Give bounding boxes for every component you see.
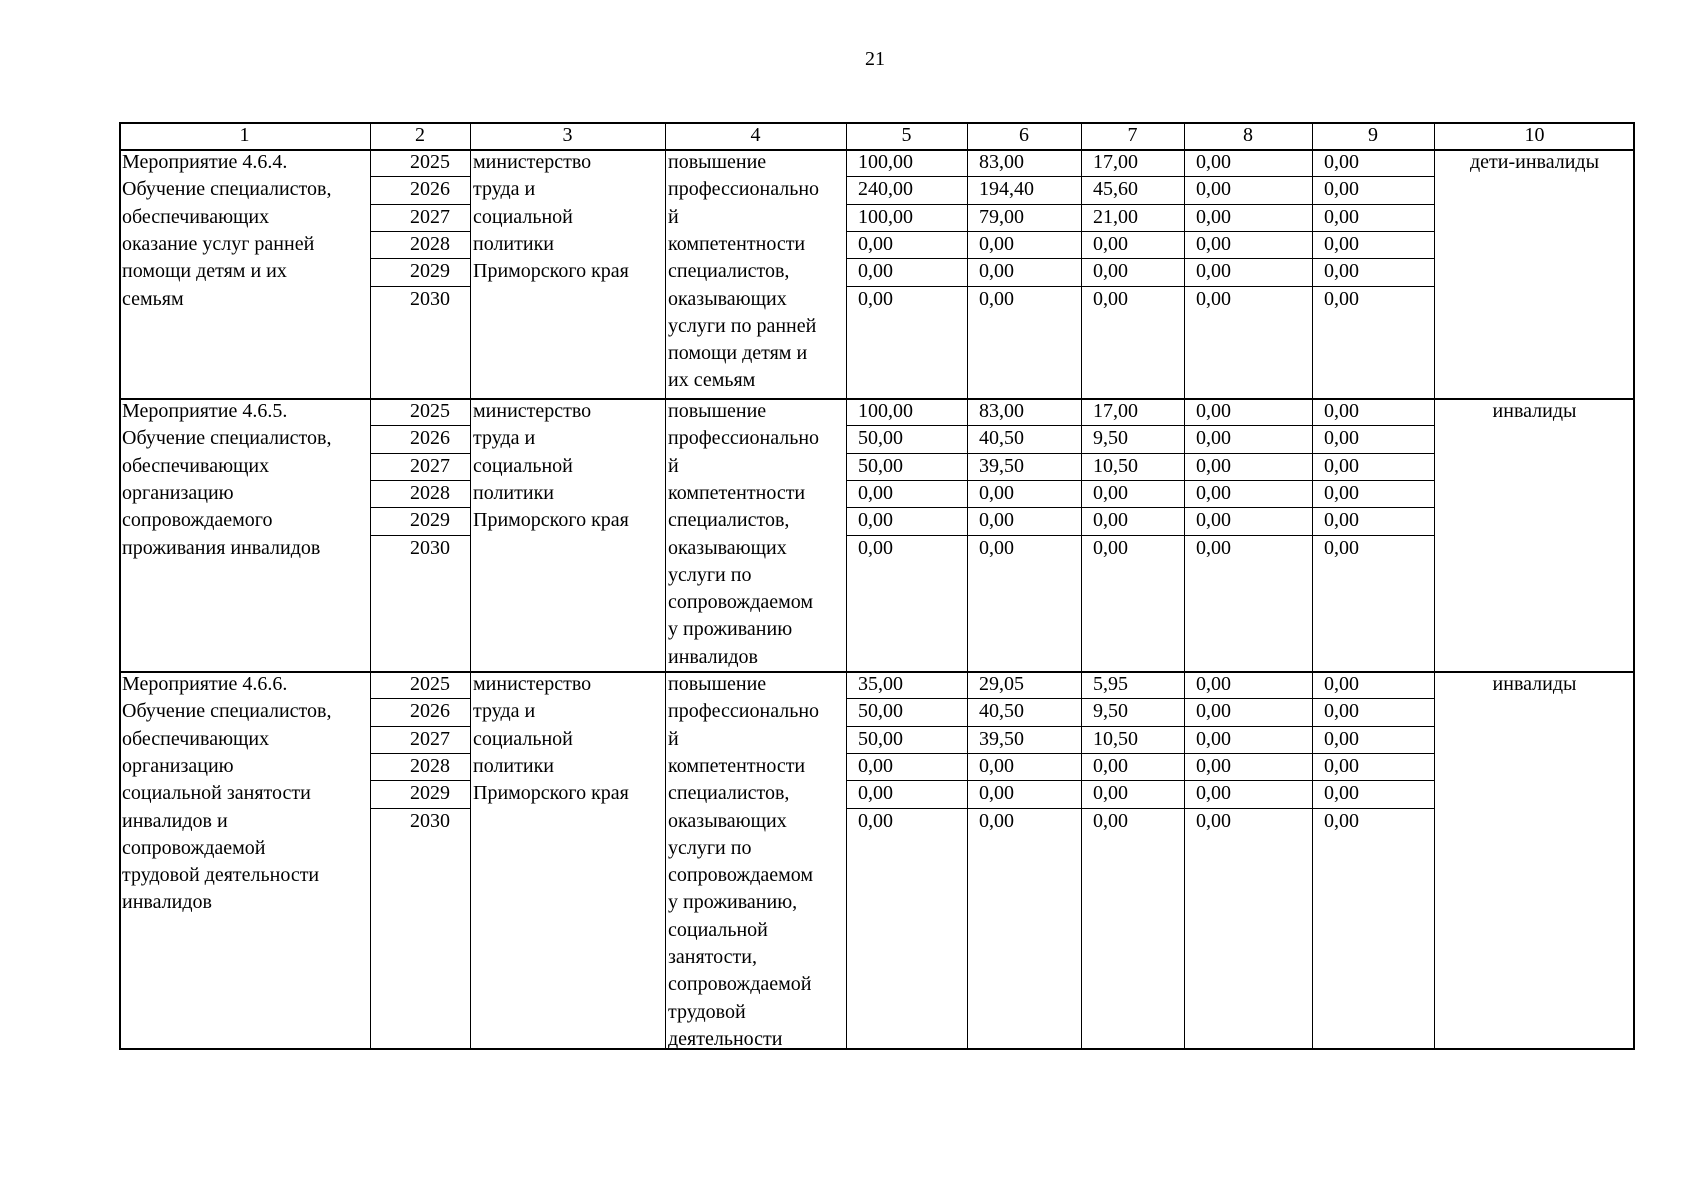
executor-line: политики [473, 232, 554, 255]
value-cell: 0,00 [1196, 673, 1231, 695]
value-cell: 0,00 [1093, 754, 1128, 777]
value-cell: 0,00 [1093, 232, 1128, 255]
result-line: услуги по [668, 836, 752, 859]
value-cell: 0,00 [979, 287, 1014, 310]
year-cell: 2026 [410, 700, 450, 723]
measure-title-line: Обучение специалистов, [122, 178, 332, 201]
result-line: сопровождаемом [668, 591, 814, 614]
value-cell: 0,00 [1093, 809, 1128, 832]
column-header: 4 [750, 124, 761, 146]
result-line: компетентности [668, 481, 806, 504]
value-cell: 0,00 [1196, 232, 1231, 255]
value-cell: 0,00 [1324, 400, 1359, 422]
column-header: 3 [562, 124, 573, 146]
measure-title-line: проживания инвалидов [122, 536, 321, 559]
result-line: помощи детям и [668, 342, 808, 365]
value-cell: 50,00 [858, 700, 903, 723]
value-cell: 0,00 [1196, 782, 1231, 805]
value-cell: 39,50 [979, 727, 1024, 750]
measure-title-line: помощи детям и их [122, 260, 287, 283]
measure-title-line: оказание услуг ранней [122, 232, 315, 255]
value-cell: 0,00 [1093, 481, 1128, 504]
value-cell: 0,00 [979, 782, 1014, 805]
value-cell: 40,50 [979, 700, 1024, 723]
result-line: у проживанию [668, 618, 793, 641]
value-cell: 0,00 [858, 232, 893, 255]
column-divider [470, 122, 471, 1050]
value-cell: 0,00 [979, 809, 1014, 832]
value-cell: 0,00 [1324, 151, 1359, 173]
value-cell: 194,40 [979, 178, 1034, 201]
value-cell: 0,00 [1324, 727, 1359, 750]
value-cell: 0,00 [979, 509, 1014, 532]
executor-line: труда и [473, 427, 536, 450]
value-cell: 0,00 [858, 754, 893, 777]
value-cell: 0,00 [1196, 481, 1231, 504]
year-cell: 2026 [410, 178, 450, 201]
value-cell: 0,00 [979, 536, 1014, 559]
column-divider [1434, 122, 1435, 1050]
value-cell: 0,00 [1196, 454, 1231, 477]
executor-line: Приморского края [473, 260, 629, 283]
measure-title-line: организацию [122, 754, 234, 777]
year-cell: 2025 [410, 673, 450, 695]
value-cell: 0,00 [979, 481, 1014, 504]
column-divider [846, 122, 847, 1050]
measure-title-line: семьям [122, 287, 184, 310]
value-cell: 0,00 [1093, 782, 1128, 805]
column-divider [1081, 122, 1082, 1050]
year-cell: 2029 [410, 260, 450, 283]
value-cell: 83,00 [979, 400, 1024, 422]
value-cell: 0,00 [1196, 400, 1231, 422]
measure-title-line: Мероприятие 4.6.4. [122, 151, 288, 173]
value-cell: 0,00 [1324, 287, 1359, 310]
table-bottom-border [119, 1048, 1635, 1050]
year-cell: 2025 [410, 400, 450, 422]
value-cell: 0,00 [858, 509, 893, 532]
value-cell: 0,00 [1093, 536, 1128, 559]
result-line: у проживанию, [668, 891, 798, 914]
measure-title-line: Обучение специалистов, [122, 700, 332, 723]
result-line: й [668, 454, 679, 477]
result-line: компетентности [668, 754, 806, 777]
value-cell: 0,00 [1324, 205, 1359, 228]
column-header: 1 [239, 124, 250, 146]
result-line: занятости, [668, 946, 757, 968]
page-number: 21 [865, 48, 885, 70]
value-cell: 0,00 [1324, 481, 1359, 504]
column-header: 2 [415, 124, 425, 146]
value-cell: 0,00 [1196, 809, 1231, 832]
value-cell: 0,00 [1196, 509, 1231, 532]
result-line: специалистов, [668, 260, 790, 283]
value-cell: 240,00 [858, 178, 913, 201]
executor-line: министерство [473, 400, 592, 422]
year-cell: 2027 [410, 205, 450, 228]
value-cell: 0,00 [1324, 178, 1359, 201]
measure-title-line: Мероприятие 4.6.6. [122, 673, 288, 695]
year-cell: 2028 [410, 232, 450, 255]
value-cell: 0,00 [1324, 673, 1359, 695]
measure-title-line: социальной занятости [122, 782, 311, 805]
value-cell: 0,00 [858, 782, 893, 805]
result-line: инвалидов [668, 645, 758, 668]
value-cell: 0,00 [979, 754, 1014, 777]
measure-title-line: трудовой деятельности [122, 864, 320, 887]
target-group-cell: инвалиды [1492, 400, 1577, 422]
value-cell: 0,00 [1324, 809, 1359, 832]
value-cell: 0,00 [1093, 509, 1128, 532]
column-header: 5 [901, 124, 912, 146]
value-cell: 0,00 [1324, 754, 1359, 777]
executor-line: Приморского края [473, 509, 629, 532]
column-divider [1312, 122, 1313, 1050]
executor-line: министерство [473, 673, 592, 695]
value-cell: 0,00 [1324, 232, 1359, 255]
result-line: й [668, 727, 679, 750]
year-cell: 2030 [410, 287, 450, 310]
executor-line: труда и [473, 178, 536, 201]
column-header: 6 [1019, 124, 1029, 146]
value-cell: 21,00 [1093, 205, 1138, 228]
value-cell: 45,60 [1093, 178, 1138, 201]
result-line: оказывающих [668, 809, 787, 832]
executor-line: социальной [473, 205, 573, 228]
column-divider [119, 122, 121, 1050]
value-cell: 0,00 [1324, 454, 1359, 477]
value-cell: 40,50 [979, 427, 1024, 450]
value-cell: 50,00 [858, 427, 903, 450]
value-cell: 0,00 [1196, 287, 1231, 310]
value-cell: 0,00 [858, 260, 893, 283]
year-cell: 2027 [410, 454, 450, 477]
value-cell: 0,00 [1196, 536, 1231, 559]
result-line: оказывающих [668, 536, 787, 559]
column-header: 9 [1368, 124, 1378, 146]
measure-title-line: обеспечивающих [122, 454, 270, 477]
value-cell: 0,00 [1324, 260, 1359, 283]
value-cell: 83,00 [979, 151, 1024, 173]
result-line: сопровождаемом [668, 864, 814, 887]
value-cell: 9,50 [1093, 427, 1128, 450]
value-cell: 0,00 [858, 536, 893, 559]
value-cell: 5,95 [1093, 673, 1128, 695]
executor-line: социальной [473, 454, 573, 477]
value-cell: 0,00 [1324, 536, 1359, 559]
year-cell: 2027 [410, 727, 450, 750]
value-cell: 0,00 [858, 809, 893, 832]
value-cell: 10,50 [1093, 727, 1138, 750]
target-group-cell: инвалиды [1492, 673, 1577, 695]
result-line: профессионально [668, 178, 820, 201]
measure-title-line: сопровождаемой [122, 836, 266, 859]
value-cell: 0,00 [1196, 260, 1231, 283]
column-header: 10 [1524, 124, 1545, 146]
measure-title-line: организацию [122, 481, 234, 504]
measure-title-line: Мероприятие 4.6.5. [122, 400, 288, 422]
result-line: профессионально [668, 700, 820, 723]
measure-title-line: сопровождаемого [122, 509, 273, 532]
value-cell: 0,00 [1324, 782, 1359, 805]
executor-line: Приморского края [473, 782, 629, 805]
value-cell: 0,00 [1196, 700, 1231, 723]
year-cell: 2030 [410, 536, 450, 559]
result-line: специалистов, [668, 509, 790, 532]
executor-line: труда и [473, 700, 536, 723]
value-cell: 0,00 [1196, 754, 1231, 777]
value-cell: 79,00 [979, 205, 1024, 228]
table-top-border [119, 122, 1635, 124]
value-cell: 0,00 [858, 481, 893, 504]
result-line: повышение [668, 151, 767, 173]
executor-line: политики [473, 754, 554, 777]
target-group-cell: дети-инвалиды [1469, 151, 1600, 173]
value-cell: 100,00 [858, 205, 913, 228]
result-line: сопровождаемой [668, 973, 812, 996]
measure-title-line: инвалидов и [122, 809, 228, 832]
year-cell: 2030 [410, 809, 450, 832]
result-line: их семьям [668, 369, 756, 392]
result-line: й [668, 205, 679, 228]
measures-table [119, 122, 1635, 1050]
value-cell: 0,00 [858, 287, 893, 310]
column-header: 8 [1243, 124, 1253, 146]
value-cell: 0,00 [1324, 509, 1359, 532]
executor-line: социальной [473, 727, 573, 750]
value-cell: 0,00 [979, 260, 1014, 283]
value-cell: 0,00 [1093, 287, 1128, 310]
value-cell: 29,05 [979, 673, 1024, 695]
year-cell: 2028 [410, 481, 450, 504]
column-divider [665, 122, 666, 1050]
value-cell: 0,00 [1196, 178, 1231, 201]
value-cell: 0,00 [1196, 205, 1231, 228]
result-line: профессионально [668, 427, 820, 450]
value-cell: 39,50 [979, 454, 1024, 477]
result-line: услуги по [668, 563, 752, 586]
result-line: повышение [668, 400, 767, 422]
value-cell: 0,00 [1324, 700, 1359, 723]
year-cell: 2025 [410, 151, 450, 173]
value-cell: 17,00 [1093, 400, 1138, 422]
value-cell: 9,50 [1093, 700, 1128, 723]
result-line: услуги по ранней [668, 314, 817, 337]
column-divider [967, 122, 968, 1050]
column-divider [1184, 122, 1185, 1050]
year-cell: 2028 [410, 754, 450, 777]
year-cell: 2026 [410, 427, 450, 450]
measure-title-line: Обучение специалистов, [122, 427, 332, 450]
result-line: оказывающих [668, 287, 787, 310]
column-header: 7 [1127, 124, 1138, 146]
value-cell: 100,00 [858, 400, 913, 422]
value-cell: 0,00 [1196, 151, 1231, 173]
value-cell: 0,00 [1093, 260, 1128, 283]
value-cell: 0,00 [979, 232, 1014, 255]
measure-title-line: инвалидов [122, 891, 212, 914]
year-cell: 2029 [410, 509, 450, 532]
value-cell: 50,00 [858, 454, 903, 477]
measure-title-line: обеспечивающих [122, 727, 270, 750]
result-line: социальной [668, 918, 768, 941]
value-cell: 35,00 [858, 673, 903, 695]
result-line: деятельности [668, 1027, 783, 1050]
result-line: повышение [668, 673, 767, 695]
value-cell: 10,50 [1093, 454, 1138, 477]
result-line: трудовой [668, 1000, 746, 1023]
value-cell: 17,00 [1093, 151, 1138, 173]
measure-title-line: обеспечивающих [122, 205, 270, 228]
column-divider [1633, 122, 1635, 1050]
year-cell: 2029 [410, 782, 450, 805]
result-line: специалистов, [668, 782, 790, 805]
value-cell: 0,00 [1196, 427, 1231, 450]
executor-line: политики [473, 481, 554, 504]
value-cell: 0,00 [1196, 727, 1231, 750]
result-line: компетентности [668, 232, 806, 255]
value-cell: 0,00 [1324, 427, 1359, 450]
value-cell: 50,00 [858, 727, 903, 750]
executor-line: министерство [473, 151, 592, 173]
value-cell: 100,00 [858, 151, 913, 173]
